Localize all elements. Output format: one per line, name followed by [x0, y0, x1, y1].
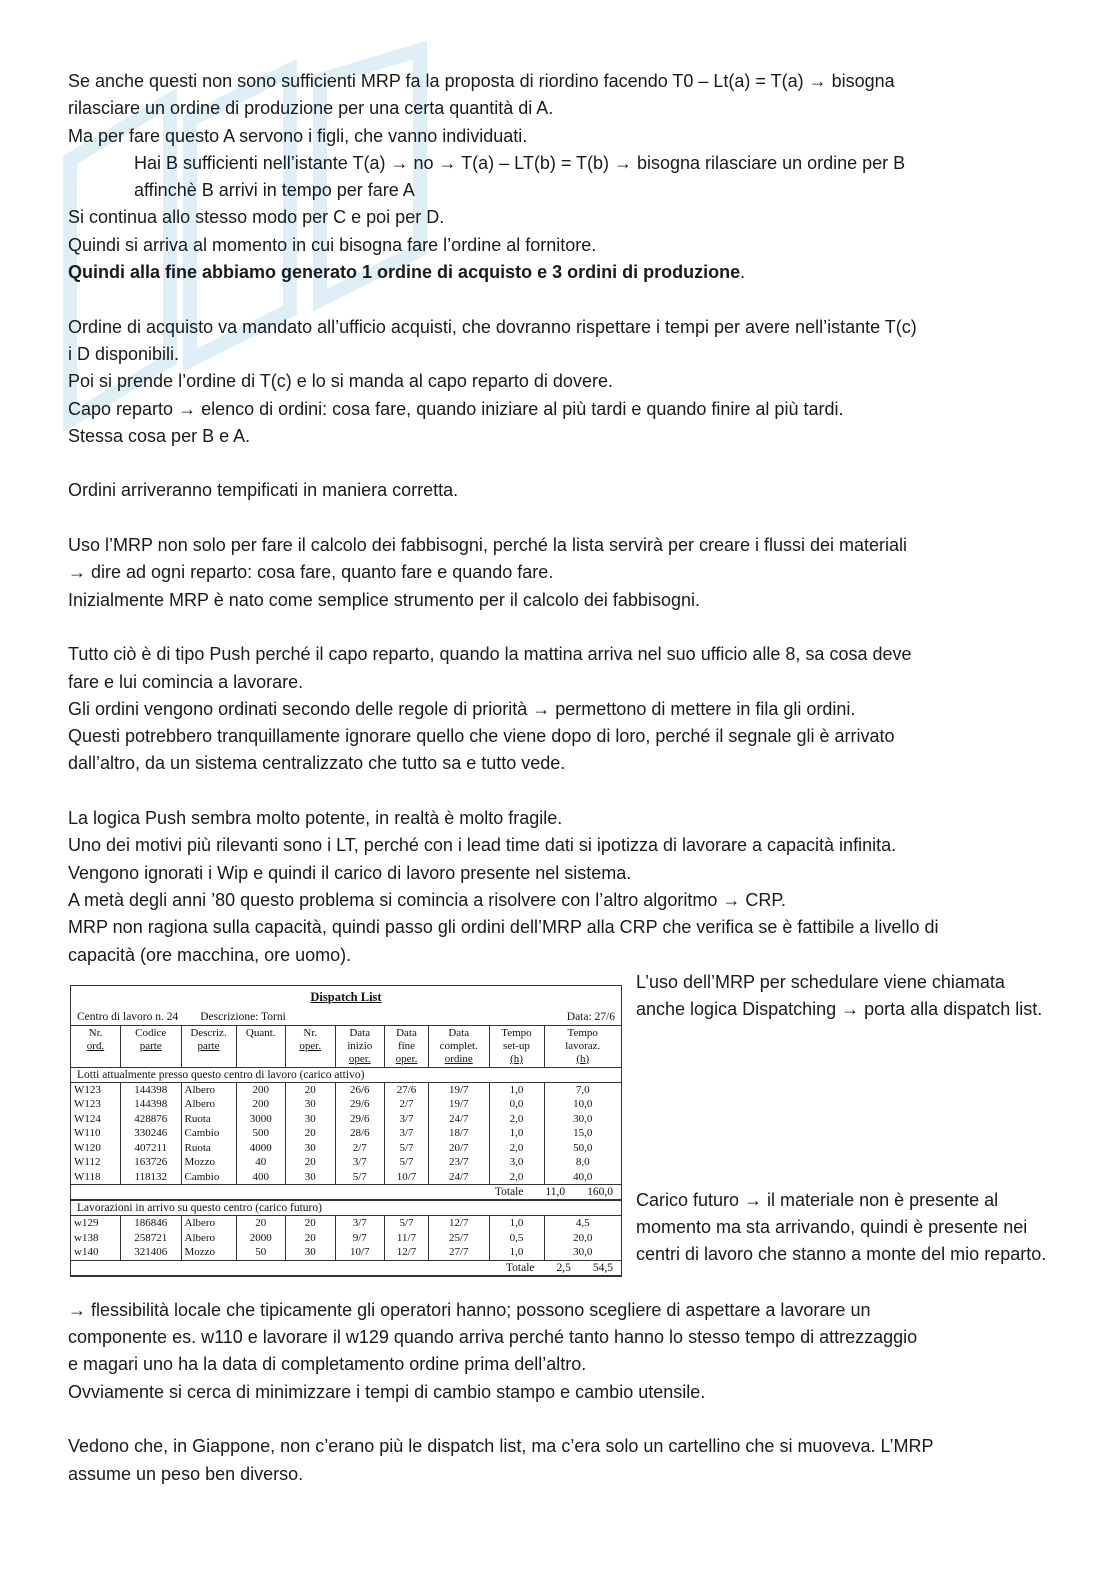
dispatch-header	[71, 1011, 621, 1026]
table-cell: Albero	[181, 1231, 236, 1246]
table-cell: 0,5	[489, 1231, 544, 1246]
table-cell: 144398	[121, 1083, 182, 1098]
table-cell: 50,0	[544, 1141, 621, 1156]
table-cell: 3/7	[385, 1112, 429, 1127]
table-cell: 200	[236, 1083, 286, 1098]
table-cell: W112	[74, 1156, 101, 1169]
table-row	[71, 1245, 621, 1260]
dispatch-section	[68, 969, 1048, 1297]
text-line: Vedono che, in Giappone, non c’erano più le dispatch list, ma c’era solo un cartellino che si muoveva. L’MRP	[68, 1436, 934, 1457]
table-cell: 30	[286, 1097, 336, 1112]
table-cell: 0,0	[489, 1097, 544, 1112]
table-cell: 20	[236, 1216, 286, 1231]
text-line: Vengono ignorati i Wip e quindi il carico di lavoro presente nel sistema.	[68, 862, 632, 883]
table-cell: w138	[74, 1231, 99, 1244]
table-cell: 19/7	[429, 1083, 490, 1098]
table-cell: 20	[286, 1216, 336, 1231]
table-cell: Albero	[181, 1083, 236, 1098]
bold-summary-line	[68, 259, 1048, 286]
text-line: affinchè B arrivi in tempo per fare A	[134, 180, 415, 201]
table-cell: 30,0	[544, 1245, 621, 1260]
table-cell: 7,0	[544, 1083, 621, 1098]
text-line: La logica Push sembra molto potente, in realtà è molto fragile.	[68, 808, 563, 829]
text-line: Gli ordini vengono ordinati secondo delle regole di priorità → permettono di mettere in fila gli ordini.	[68, 698, 856, 719]
text-line: → flessibilità locale che tipicamente gli operatori hanno; possono scegliere di aspettare a lavorare un	[68, 1299, 871, 1320]
table-cell: 3/7	[335, 1155, 385, 1170]
table-cell: 26/6	[335, 1083, 385, 1098]
table-cell: 20	[286, 1083, 336, 1098]
table-cell: 30	[286, 1112, 336, 1127]
text-line: Ordini arriveranno tempificati in maniera corretta.	[68, 480, 459, 501]
table-cell: 321406	[121, 1245, 182, 1260]
table-cell: 5/7	[385, 1141, 429, 1156]
table-cell: 5/7	[335, 1170, 385, 1185]
text-line: Stessa cosa per B e A.	[68, 425, 251, 446]
side-note-future-load: Carico futuro → il materiale non è presente al momento ma sta arrivando, quindi è presente nei centri di lavoro che stanno a monte del mio reparto.	[636, 1189, 1047, 1265]
column-header: Tempo set-up (h)	[489, 1026, 544, 1067]
period: .	[740, 262, 746, 283]
table-cell: 15,0	[544, 1126, 621, 1141]
table-cell: 20/7	[429, 1141, 490, 1156]
table-cell: 330246	[121, 1126, 182, 1141]
table-cell: Mozzo	[181, 1245, 236, 1260]
table-cell: Ruota	[181, 1141, 236, 1156]
total-active	[71, 1184, 621, 1200]
text-line: → dire ad ogni reparto: cosa fare, quanto fare e quando fare.	[68, 562, 554, 583]
column-header: Quant.	[236, 1026, 286, 1067]
table-cell: 2/7	[335, 1141, 385, 1156]
table-cell: W123	[74, 1083, 101, 1096]
table-cell: 1,0	[489, 1083, 544, 1098]
table-row	[71, 1141, 621, 1156]
table-cell: 3/7	[335, 1216, 385, 1231]
table-cell: 50	[236, 1245, 286, 1260]
table-cell: 4,5	[544, 1216, 621, 1231]
table-cell: 5/7	[385, 1216, 429, 1231]
table-cell: 28/6	[335, 1126, 385, 1141]
table-cell: 1,0	[489, 1126, 544, 1141]
table-cell: 3000	[236, 1112, 286, 1127]
table-cell: 1,0	[489, 1216, 544, 1231]
text-line: fare e lui comincia a lavorare.	[68, 671, 304, 692]
column-header: Descriz. parte	[181, 1026, 236, 1067]
table-cell: 27/6	[385, 1083, 429, 1098]
table-cell: 29/6	[335, 1112, 385, 1127]
table-cell: 30	[286, 1245, 336, 1260]
total-setup: 2,5	[556, 1261, 571, 1274]
table-cell: 1,0	[489, 1245, 544, 1260]
table-cell: 12/7	[385, 1245, 429, 1260]
column-header: Nr. oper.	[286, 1026, 336, 1067]
active-rows	[71, 1083, 621, 1185]
total-work: 160,0	[587, 1186, 613, 1199]
table-cell: 40	[236, 1155, 286, 1170]
table-cell: 29/6	[335, 1097, 385, 1112]
text-line: assume un peso ben diverso.	[68, 1463, 304, 1484]
future-rows	[71, 1216, 621, 1260]
table-cell: 10,0	[544, 1097, 621, 1112]
total-setup: 11,0	[545, 1186, 566, 1199]
dispatch-list-table	[70, 985, 622, 1277]
text-line: Quindi si arriva al momento in cui bisogna fare l’ordine al fornitore.	[68, 234, 597, 255]
text-line: Si continua allo stesso modo per C e poi per D.	[68, 207, 445, 228]
table-row	[71, 1083, 621, 1098]
column-headers	[71, 1026, 621, 1067]
table-cell: 258721	[121, 1231, 182, 1246]
table-cell: 24/7	[429, 1112, 490, 1127]
table-cell: 2000	[236, 1231, 286, 1246]
document-body	[68, 68, 1048, 1488]
text-line: Capo reparto → elenco di ordini: cosa fare, quando iniziare al più tardi e quando finire al più tardi.	[68, 398, 844, 419]
table-cell: 144398	[121, 1097, 182, 1112]
table-cell: 163726	[121, 1155, 182, 1170]
table-cell: W124	[74, 1112, 101, 1125]
total-future	[71, 1260, 621, 1276]
table-cell: 10/7	[385, 1170, 429, 1185]
table-cell: 30	[286, 1170, 336, 1185]
section-active-load: Lotti attualmente presso questo centro di lavoro (carico attivo)	[71, 1067, 621, 1083]
text-line: i D disponibili.	[68, 343, 180, 364]
side-note-dispatching: L’uso dell’MRP per schedulare viene chiamata anche logica Dispatching → porta alla dispatch list.	[636, 971, 1043, 1020]
column-header: Data inizio oper.	[335, 1026, 385, 1067]
text-line: MRP non ragiona sulla capacità, quindi passo gli ordini dell’MRP alla CRP che verifica se è fattibile a livello di	[68, 917, 939, 938]
total-label: Totale	[505, 1261, 535, 1274]
total-label: Totale	[494, 1186, 524, 1199]
dispatch-title: Dispatch List	[310, 989, 382, 1004]
table-cell: 18/7	[429, 1126, 490, 1141]
text-line: Ma per fare questo A servono i figli, che vanno individuati.	[68, 125, 528, 146]
table-cell: 8,0	[544, 1155, 621, 1170]
work-center: Centro di lavoro n. 24	[77, 1010, 179, 1023]
text-line: Poi si prende l’ordine di T(c) e lo si manda al capo reparto di dovere.	[68, 371, 613, 392]
dispatch-date: Data: 27/6	[566, 1010, 615, 1023]
text-line: e magari uno ha la data di completamento ordine prima dell’altro.	[68, 1354, 587, 1375]
column-header: Nr. ord.	[86, 1026, 105, 1052]
table-cell: Cambio	[181, 1170, 236, 1185]
table-cell: 12/7	[429, 1216, 490, 1231]
section-future-load: Lavorazioni in arrivo su questo centro (carico futuro)	[71, 1200, 621, 1216]
table-cell: w129	[74, 1217, 99, 1230]
table-cell: 10/7	[335, 1245, 385, 1260]
table-cell: W120	[74, 1141, 101, 1154]
text-line: Uso l’MRP non solo per fare il calcolo dei fabbisogni, perché la lista servirà per creare i flussi dei materiali	[68, 535, 908, 556]
table-row	[71, 1112, 621, 1127]
text-line: Questi potrebbero tranquillamente ignorare quello che viene dopo di loro, perché il segnale gli è arrivato	[68, 726, 895, 747]
table-cell: Albero	[181, 1216, 236, 1231]
table-cell: Mozzo	[181, 1155, 236, 1170]
table-row	[71, 1216, 621, 1231]
table-cell: 23/7	[429, 1155, 490, 1170]
table-cell: 200	[236, 1097, 286, 1112]
table-cell: 500	[236, 1126, 286, 1141]
table-cell: 19/7	[429, 1097, 490, 1112]
table-row	[71, 1126, 621, 1141]
bold-text: Quindi alla fine abbiamo generato 1 ordine di acquisto e 3 ordini di produzione	[68, 262, 741, 283]
table-cell: 20	[286, 1126, 336, 1141]
text-line: Inizialmente MRP è nato come semplice strumento per il calcolo dei fabbisogni.	[68, 589, 700, 610]
column-header: Codice parte	[121, 1026, 182, 1067]
table-cell: 2,0	[489, 1112, 544, 1127]
table-cell: 27/7	[429, 1245, 490, 1260]
table-cell: 3,0	[489, 1155, 544, 1170]
table-cell: 30	[286, 1141, 336, 1156]
column-header: Data complet. ordine	[429, 1026, 490, 1067]
text-line: Ordine di acquisto va mandato all’ufficio acquisti, che dovranno rispettare i tempi per avere nell’istante T(c)	[68, 316, 917, 337]
table-cell: 428876	[121, 1112, 182, 1127]
text-line: dall’altro, da un sistema centralizzato che tutto sa e tutto vede.	[68, 753, 566, 774]
table-cell: W118	[74, 1170, 101, 1183]
text-line: A metà degli anni ’80 questo problema si comincia a risolvere con l’altro algoritmo → CRP.	[68, 889, 787, 910]
table-cell: 40,0	[544, 1170, 621, 1185]
table-cell: 407211	[121, 1141, 182, 1156]
text-line: Tutto ciò è di tipo Push perché il capo reparto, quando la mattina arriva nel suo ufficio alle 8, sa cosa deve	[68, 644, 912, 665]
table-cell: 20	[286, 1155, 336, 1170]
table-row	[71, 1170, 621, 1185]
text-line: Ovviamente si cerca di minimizzare i tempi di cambio stampo e cambio utensile.	[68, 1381, 706, 1402]
table-cell: 4000	[236, 1141, 286, 1156]
work-center-description: Descrizione: Torni	[200, 1010, 286, 1023]
table-cell: 2,0	[489, 1170, 544, 1185]
table-row	[71, 1155, 621, 1170]
text-line: rilasciare un ordine di produzione per una certa quantità di A.	[68, 98, 554, 119]
table-cell: w140	[74, 1246, 99, 1259]
table-cell: 9/7	[335, 1231, 385, 1246]
table-cell: 5/7	[385, 1155, 429, 1170]
total-work: 54,5	[592, 1261, 613, 1274]
table-cell: 25/7	[429, 1231, 490, 1246]
table-cell: 118132	[121, 1170, 182, 1185]
table-cell: Albero	[181, 1097, 236, 1112]
table-cell: 186846	[121, 1216, 182, 1231]
table-row	[71, 1231, 621, 1246]
text-line: capacità (ore macchina, ore uomo).	[68, 944, 352, 965]
column-header: Data fine oper.	[385, 1026, 429, 1067]
table-cell: W110	[74, 1127, 101, 1140]
table-cell: 20,0	[544, 1231, 621, 1246]
table-cell: 400	[236, 1170, 286, 1185]
table-cell: 24/7	[429, 1170, 490, 1185]
text-line: Hai B sufficienti nell’istante T(a) → no → T(a) – LT(b) = T(b) → bisogna rilasciare un ordine per B	[134, 152, 906, 173]
table-cell: 11/7	[385, 1231, 429, 1246]
text-line: Uno dei motivi più rilevanti sono i LT, perché con i lead time dati si ipotizza di lavorare a capacità infinita.	[68, 835, 897, 856]
column-header: Tempo lavoraz. (h)	[544, 1026, 621, 1067]
table-cell: 2/7	[385, 1097, 429, 1112]
text-line: Se anche questi non sono sufficienti MRP fa la proposta di riordino facendo T0 – Lt(a) = T(a) → bisogna	[68, 71, 895, 91]
table-cell: 20	[286, 1231, 336, 1246]
table-cell: Ruota	[181, 1112, 236, 1127]
table-cell: 30,0	[544, 1112, 621, 1127]
table-cell: Cambio	[181, 1126, 236, 1141]
table-cell: 2,0	[489, 1141, 544, 1156]
table-cell: 3/7	[385, 1126, 429, 1141]
text-line: componente es. w110 e lavorare il w129 quando arriva perché tanto hanno lo stesso tempo di attrezzaggio	[68, 1327, 918, 1348]
table-cell: W123	[74, 1098, 101, 1111]
dispatch-grid	[71, 1026, 621, 1067]
table-row	[71, 1097, 621, 1112]
